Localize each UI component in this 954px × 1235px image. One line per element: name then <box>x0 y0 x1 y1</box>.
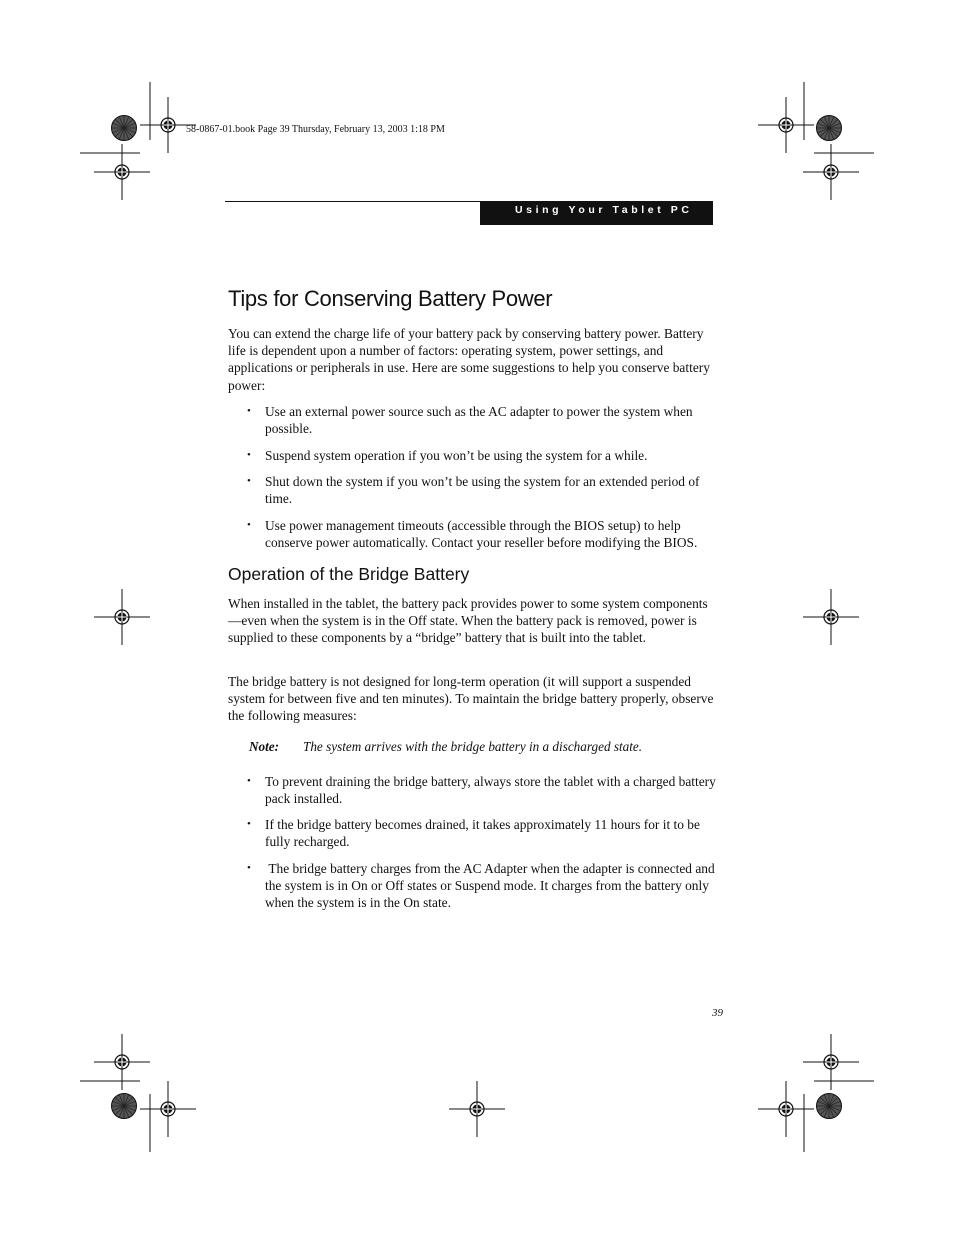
list-item-text: Use power management timeouts (accessible through the BIOS setup) to help conserve power automatically. Contact your reseller before modifying the BIOS. <box>265 518 698 551</box>
list-item-text: The bridge battery charges from the AC Adapter when the adapter is connected and the system is in On or Off states or Suspend mode. It charges from the battery only when the system is in the On state. <box>265 861 719 911</box>
list-item <box>247 447 717 464</box>
bullet-glyph: • <box>247 405 251 417</box>
list-item-text: Shut down the system if you won’t be using the system for an extended period of time. <box>265 474 700 507</box>
list-item <box>247 773 717 807</box>
running-header: Using Your Tablet PC <box>480 201 713 225</box>
bridge-paragraph-2: The bridge battery is not designed for long-term operation (it will support a suspended system for between five and ten minutes). To maintain the bridge battery properly, observe the following measures: <box>228 674 714 724</box>
bridge-paragraph-1: When installed in the tablet, the battery pack provides power to some system components—even when the system is in the Off state. When the battery pack is removed, power is supplied to these components by a “bridge” battery that is built into the tablet. <box>228 596 708 646</box>
bullet-glyph: • <box>247 862 251 874</box>
bullet-glyph: • <box>247 519 251 531</box>
note-text: The system arrives with the bridge battery in a discharged state. <box>303 739 643 754</box>
list-item <box>247 860 717 912</box>
list-item-text: Suspend system operation if you won’t be using the system for a while. <box>265 448 648 463</box>
list-item <box>247 473 717 507</box>
intro-paragraph: You can extend the charge life of your battery pack by conserving battery power. Battery life is dependent upon a number of factors: operating system, power settings, and applications or peripherals in use. Here are some suggestions to help you conserve battery power: <box>228 326 710 393</box>
page-number: 39 <box>712 1007 723 1019</box>
bullet-glyph: • <box>247 449 251 461</box>
note-label: Note: <box>249 739 280 754</box>
bullet-glyph: • <box>247 818 251 830</box>
bullet-glyph: • <box>247 475 251 487</box>
list-item <box>247 517 717 551</box>
note <box>249 738 642 755</box>
list-item <box>247 816 717 850</box>
bullet-glyph: • <box>247 775 251 787</box>
list-item <box>247 403 717 437</box>
print-slug: 58-0867-01.book Page 39 Thursday, February 13, 2003 1:18 PM <box>186 124 445 135</box>
subsection-title: Operation of the Bridge Battery <box>228 564 470 584</box>
list-item-text: To prevent draining the bridge battery, always store the tablet with a charged battery pack installed. <box>265 774 716 807</box>
section-title: Tips for Conserving Battery Power <box>228 286 553 311</box>
list-item-text: Use an external power source such as the AC adapter to power the system when possible. <box>265 404 693 437</box>
list-item-text: If the bridge battery becomes drained, it takes approximately 11 hours for it to be fully recharged. <box>265 817 700 850</box>
